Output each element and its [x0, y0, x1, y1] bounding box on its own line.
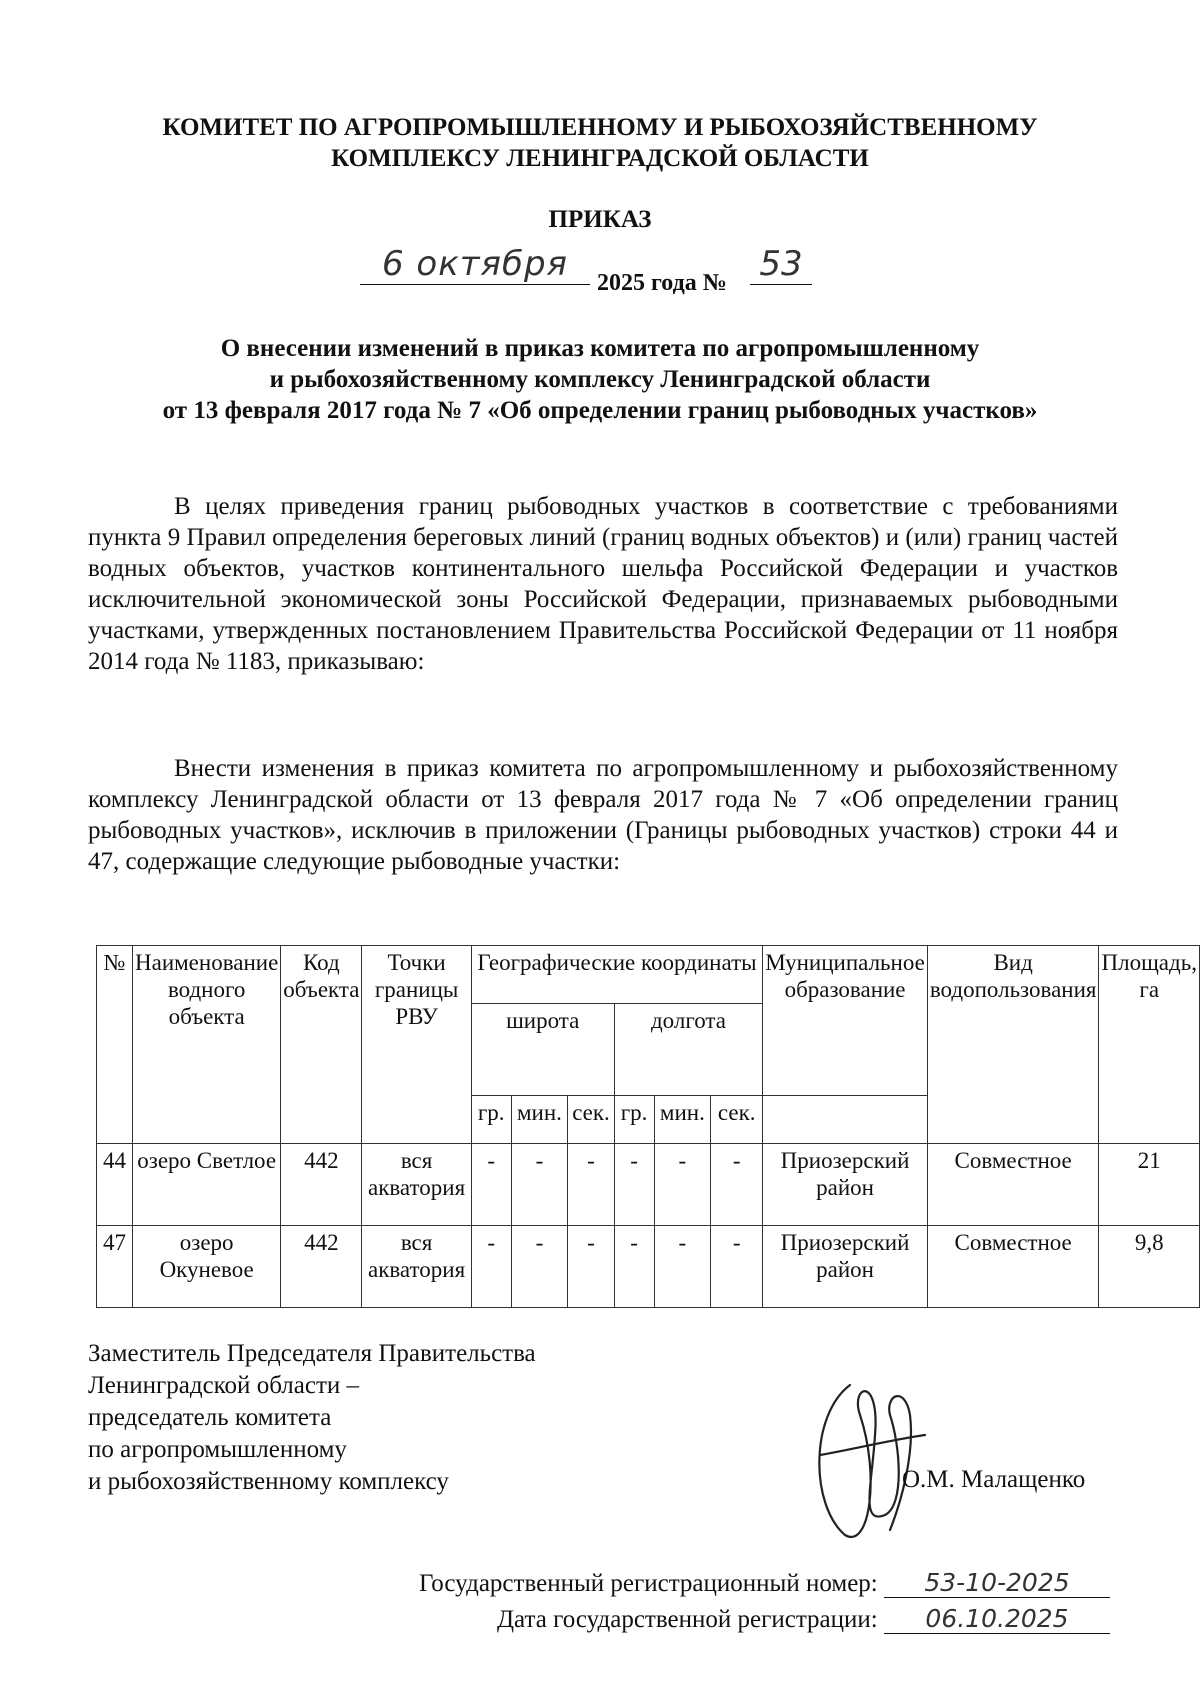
cell-name: озеро Окуневое [133, 1226, 281, 1308]
committee-line-2: КОМПЛЕКСУ ЛЕНИНГРАДСКОЙ ОБЛАСТИ [331, 145, 869, 172]
subject-line-3: от 13 февраля 2017 года № 7 «Об определении границ рыбоводных участков» [162, 397, 1038, 424]
signatory-name: О.М. Малащенко [902, 1466, 1086, 1493]
cell-area: 9,8 [1099, 1226, 1200, 1308]
cell-lon-deg: - [614, 1226, 654, 1308]
registration-date-label: Дата государственной регистрации: [497, 1606, 878, 1633]
cell-municipality: Приозерский район [763, 1226, 928, 1308]
signatory-title [88, 1338, 536, 1498]
fish-plots-table [96, 945, 1200, 1308]
cell-lon-min: - [654, 1226, 711, 1308]
registration-number-line [419, 1568, 1110, 1598]
committee-heading [0, 112, 1200, 174]
signatory-line-1: Заместитель Председателя Правительства [88, 1340, 536, 1367]
header-latitude: широта [471, 1004, 614, 1096]
header-lat-min: мин. [511, 1096, 568, 1144]
cell-lat-deg: - [471, 1144, 511, 1226]
order-year-label: 2025 года № [597, 270, 727, 296]
committee-line-1: КОМИТЕТ ПО АГРОПРОМЫШЛЕННОМУ И РЫБОХОЗЯЙСТВЕННОМУ [162, 114, 1038, 141]
cell-name: озеро Светлое [133, 1144, 281, 1226]
cell-num: 44 [97, 1144, 133, 1226]
header-municipality-empty [763, 1096, 928, 1144]
cell-municipality: Приозерский район [763, 1144, 928, 1226]
header-lon-deg: гр. [614, 1096, 654, 1144]
cell-lat-deg: - [471, 1226, 511, 1308]
cell-lat-min: - [511, 1226, 568, 1308]
order-date-line [360, 244, 860, 298]
header-name: Наименование водного объекта [133, 946, 281, 1144]
header-lon-min: мин. [654, 1096, 711, 1144]
registration-date-value: 06.10.2025 [884, 1604, 1110, 1634]
signatory-line-3: председатель комитета [88, 1404, 332, 1431]
cell-lon-sec: - [711, 1144, 763, 1226]
registration-number-label: Государственный регистрационный номер: [419, 1570, 878, 1597]
handwritten-date: 6 октября [360, 244, 590, 285]
cell-use-type: Совместное [927, 1144, 1099, 1226]
order-paragraph: Внести изменения в приказ комитета по агропромышленному и рыбохозяйственному комплексу Ленинградской области от 13 февраля 2017 года № 7 «Об определении границ рыбоводных участков», исключив в приложении (Границы рыбоводных участков) строки 44 и 47, содержащие следующие рыбоводные участки: [88, 755, 1118, 875]
header-lat-deg: гр. [471, 1096, 511, 1144]
cell-use-type: Совместное [927, 1226, 1099, 1308]
header-lon-sec: сек. [711, 1096, 763, 1144]
cell-lat-sec: - [568, 1144, 614, 1226]
order-subject [0, 333, 1200, 426]
subject-line-1: О внесении изменений в приказ комитета по агропромышленному [220, 335, 980, 362]
cell-points: вся акватория [362, 1226, 471, 1308]
cell-code: 442 [281, 1226, 362, 1308]
cell-points: вся акватория [362, 1144, 471, 1226]
header-use-type: Вид водопользования [927, 946, 1099, 1144]
handwritten-signature [790, 1355, 930, 1545]
header-num: № [97, 946, 133, 1144]
header-geo-coordinates: Географические координаты [471, 946, 762, 1004]
table-row [97, 1144, 1200, 1226]
subject-line-2: и рыбохозяйственному комплексу Ленинградской области [269, 366, 931, 393]
preamble-paragraph: В целях приведения границ рыбоводных участков в соответствие с требованиями пункта 9 Правил определения береговых линий (границ водных объектов) и (или) границ частей водных объектов, участков континентального шельфа Российской Федерации и участков исключительной экономической зоны Российской Федерации, признаваемых рыбоводными участками, утвержденных постановлением Правительства Российской Федерации от 11 ноября 2014 года № 1183, приказываю: [88, 493, 1118, 675]
header-lat-sec: сек. [568, 1096, 614, 1144]
cell-code: 442 [281, 1144, 362, 1226]
signatory-line-4: по агропромышленному [88, 1436, 347, 1463]
registration-date-line [497, 1604, 1110, 1634]
handwritten-order-number: 53 [750, 244, 812, 285]
cell-area: 21 [1099, 1144, 1200, 1226]
table-row [97, 1226, 1200, 1308]
header-code: Код объекта [281, 946, 362, 1144]
signatory-line-5: и рыбохозяйственному комплексу [88, 1468, 449, 1495]
registration-number-value: 53-10-2025 [884, 1568, 1110, 1598]
header-area: Площадь, га [1099, 946, 1200, 1144]
cell-lon-sec: - [711, 1226, 763, 1308]
cell-lat-min: - [511, 1144, 568, 1226]
header-municipality: Муниципальное образование [763, 946, 928, 1096]
cell-lon-min: - [654, 1144, 711, 1226]
signatory-line-2: Ленинградской области – [88, 1372, 360, 1399]
order-title: ПРИКАЗ [548, 206, 652, 233]
header-points: Точки границы РВУ [362, 946, 471, 1144]
header-longitude: долгота [614, 1004, 763, 1096]
cell-lat-sec: - [568, 1226, 614, 1308]
cell-num: 47 [97, 1226, 133, 1308]
cell-lon-deg: - [614, 1144, 654, 1226]
